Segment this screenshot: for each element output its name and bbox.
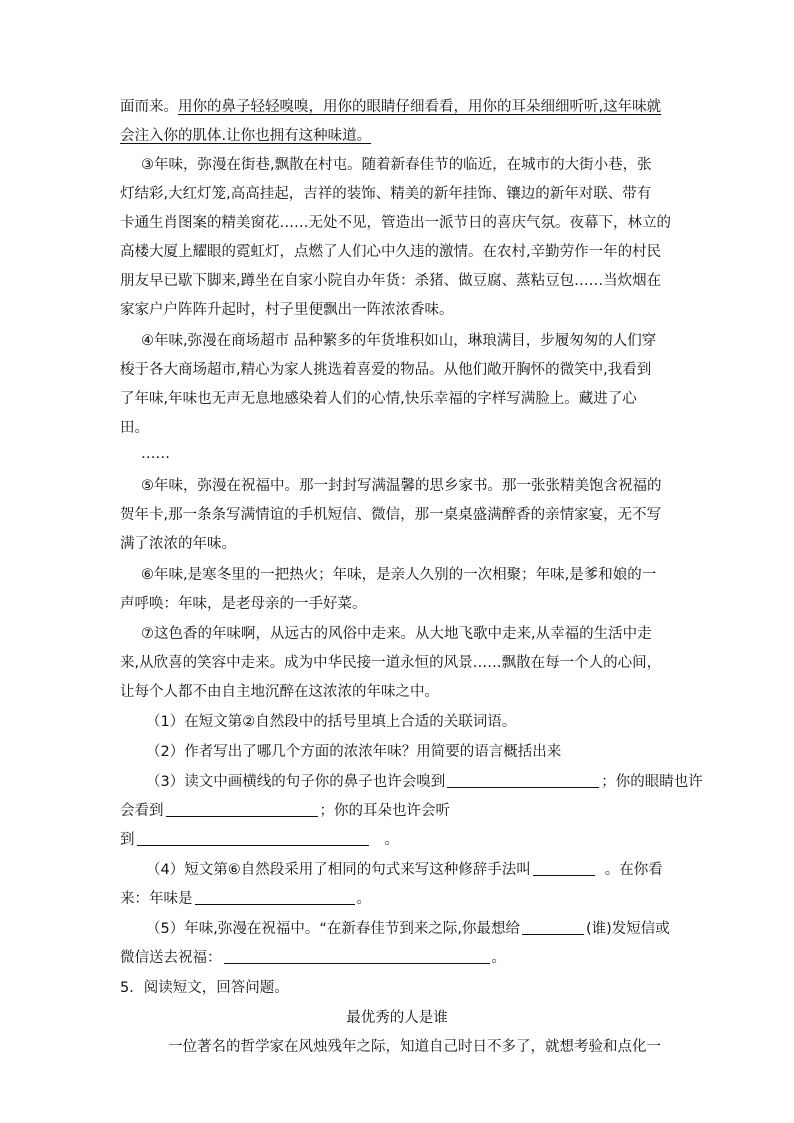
paragraph-7-line: 让每个人都不由自主地沉醉在这浓浓的年味之中。 — [120, 684, 439, 700]
question-text: 到 — [120, 832, 135, 848]
question-4 — [146, 856, 663, 885]
paragraph-6-line: 声呼唤：年味，是老母亲的一手好菜。 — [120, 596, 367, 612]
question-5 — [146, 915, 670, 944]
answer-blank[interactable] — [522, 918, 584, 935]
question-text: 。 — [356, 891, 371, 907]
paragraph-3-line: 卡通生肖图案的精美窗花……无处不见，管造出一派节日的喜庆气氛。夜幕下，林立的 — [120, 215, 671, 231]
answer-blank[interactable] — [166, 800, 318, 817]
answer-blank[interactable] — [224, 947, 490, 964]
underlined-sentence: 用你的鼻子轻轻嗅嗅，用你的眼睛仔细看看，用你的耳朵细细听听,这年味就 — [178, 99, 662, 115]
question-text: 。在你看 — [604, 862, 663, 878]
paragraph-7-line: ⑦这色香的年味啊，从远古的风俗中走来。从大地飞歌中走来,从幸福的生活中走 — [141, 626, 652, 642]
answer-blank[interactable] — [447, 771, 599, 788]
question-3 — [146, 768, 703, 797]
article-paragraph: 一位著名的哲学家在风烛残年之际，知道自己时日不多了，就想考验和点化一 — [168, 1039, 661, 1055]
question-text: (谁)发短信或 — [585, 921, 670, 937]
answer-blank[interactable] — [137, 829, 369, 846]
paragraph-5-line: 贺年卡,那一条条写满情谊的手机短信、微信，那一桌桌盛满醉香的亲情家宴，无不写 — [120, 507, 662, 523]
paragraph-3-line: ③年味，弥漫在街巷,飘散在村屯。随着新春佳节的临近，在城市的大街小巷，张 — [141, 157, 652, 173]
question-text: ；你的耳朵也许会听 — [319, 803, 450, 819]
paragraph-6-line: ⑥年味,是寒冬里的一把热火；年味，是亲人久别的一次相聚；年味,是爹和娘的一 — [141, 567, 657, 583]
text-line — [120, 93, 661, 122]
answer-blank[interactable] — [533, 859, 595, 876]
text-segment: 面而来。 — [120, 99, 178, 115]
underlined-sentence: 会注入你的肌体.让你也拥有这种味道。 — [120, 128, 372, 144]
answer-blank[interactable] — [195, 888, 355, 905]
section-heading: 5．阅读短文，回答问题。 — [120, 980, 289, 996]
paragraph-4-line: 田。 — [120, 420, 149, 436]
question-text: （5）年味,弥漫在祝福中。“在新春佳节到来之际,你最想给 — [146, 921, 520, 937]
article-title: 最优秀的人是谁 — [346, 1010, 448, 1026]
paragraph-3-line: 高楼大厦上耀眼的霓虹灯，点燃了人们心中久违的激情。在农村,辛勤劳作一年的村民 — [120, 244, 662, 260]
paragraph-4-line: 梭于各大商场超市,精心为家人挑选着喜爱的物品。从他们敞开胸怀的微笑中,我看到 — [120, 362, 652, 378]
question-3-cont — [120, 797, 450, 826]
paragraph-4-line: ④年味,弥漫在商场超市 品种繁多的年货堆积如山，琳琅满目，步履匆匆的人们穿 — [141, 333, 657, 349]
ellipsis-line: …… — [141, 446, 170, 462]
paragraph-4-line: 了年味,年味也无声无息地感染着人们的心情,快乐幸福的字样写满脸上。藏进了心 — [120, 391, 637, 407]
question-text: （4）短文第⑥自然段采用了相同的句式来写这种修辞手法叫 — [146, 862, 531, 878]
question-3-cont — [120, 826, 399, 855]
question-text: 。 — [491, 950, 506, 966]
question-1: （1）在短文第②自然段中的括号里填上合适的关联词语。 — [146, 714, 517, 730]
question-2: （2）作者写出了哪几个方面的浓浓年味？用简要的语言概括出来 — [146, 744, 562, 760]
question-text: 来：年味是 — [120, 891, 193, 907]
question-4-cont — [120, 885, 371, 914]
question-5-cont — [120, 944, 506, 973]
paragraph-5-line: 满了浓浓的年味。 — [120, 536, 236, 552]
paragraph-3-line: 灯结彩,大红灯笼,高高挂起，吉祥的装饰、精美的新年挂饰、镶边的新年对联、带有 — [120, 186, 652, 202]
question-text: 微信送去祝福： — [120, 950, 222, 966]
paragraph-7-line: 来,从欣喜的笑容中走来。成为中华民接一道永恒的风景……飘散在每一个人的心间， — [120, 655, 662, 671]
question-text: 。 — [384, 832, 399, 848]
paragraph-3-line: 朋友早已歇下脚来,蹲坐在自家小院自办年货：杀猪、做豆腐、蒸粘豆包……当炊烟在 — [120, 273, 662, 289]
paragraph-3-line: 家家户户阵阵升起时，村子里便飘出一阵浓浓香味。 — [120, 302, 454, 318]
question-text: （3）读文中画横线的句子你的鼻子也许会嗅到 — [146, 774, 446, 790]
question-text: 会看到 — [120, 803, 164, 819]
question-text: ；你的眼睛也许 — [601, 774, 703, 790]
paragraph-5-line: ⑤年味，弥漫在祝福中。那一封封写满温馨的思乡家书。那一张张精美饱含祝福的 — [141, 478, 662, 494]
